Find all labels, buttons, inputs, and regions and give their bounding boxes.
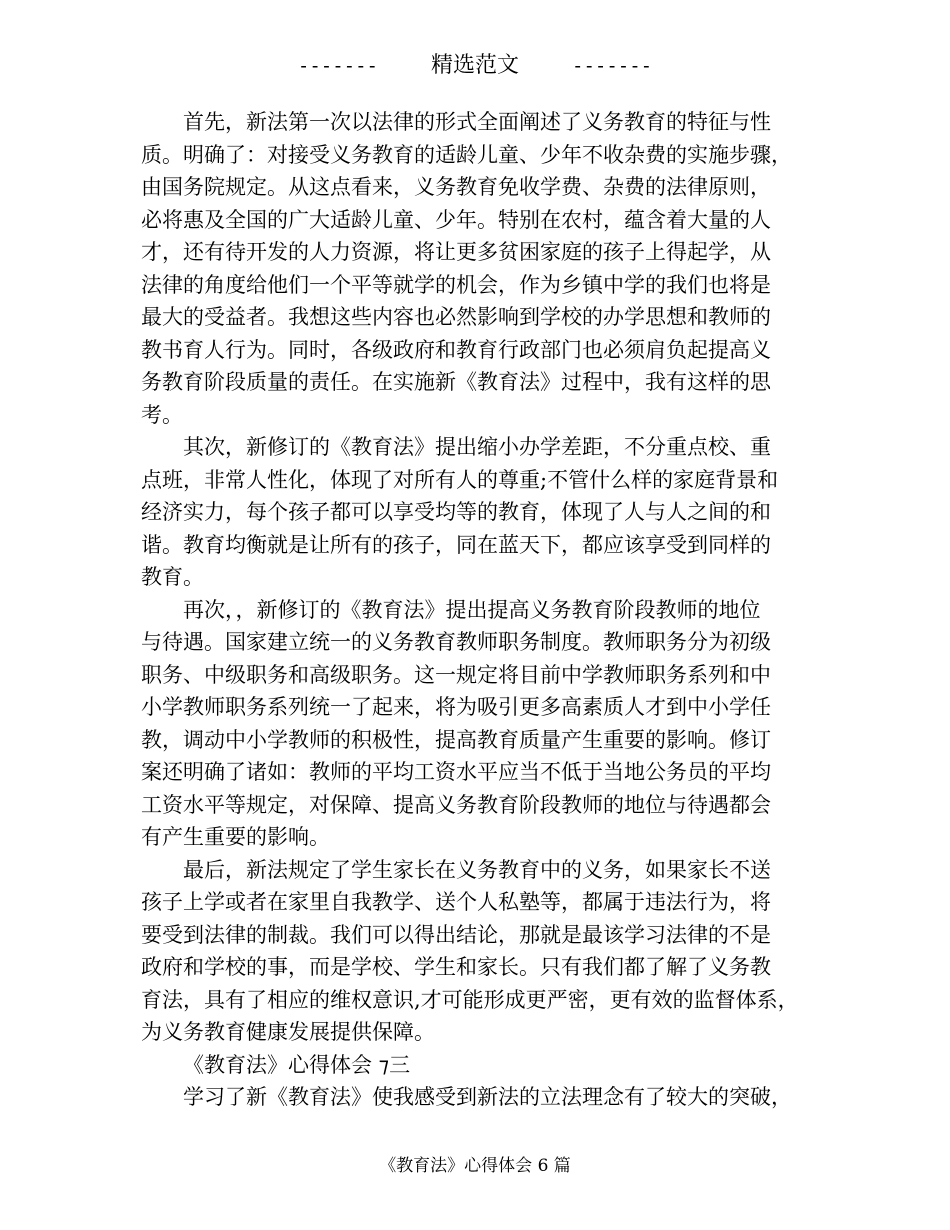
- text-line: 必将惠及全国的广大适龄儿童、少年。特别在农村，蕴含着大量的人: [141, 207, 771, 232]
- text-line: 小学教师职务系列统一了起来，将为吸引更多高素质人才到中小学任: [141, 695, 771, 719]
- text-line: 有产生重要的影响。: [141, 825, 330, 849]
- text-line: 《教育法》心得体会 ⁊三: [183, 1052, 411, 1077]
- text-line: 教育。: [141, 565, 204, 589]
- text-line: 其次，新修订的《教育法》提出缩小办学差距，不分重点校、重: [183, 435, 771, 459]
- text-line: 工资水平等规定，对保障、提高义务教育阶段教师的地位与待遇都会: [141, 792, 771, 817]
- text-line: 最后，新法规定了学生家长在义务教育中的义务，如果家长不送: [183, 857, 771, 882]
- text-line: 经济实力，每个孩子都可以享受均等的教育，体现了人与人之间的和: [141, 500, 771, 524]
- text-line: 学习了新《教育法》使我感受到新法的立法理念有了较大的突破，: [183, 1085, 792, 1109]
- text-line: 最大的受益者。我想这些内容也必然影响到学校的办学思想和教师的: [141, 305, 771, 329]
- text-line: 教书育人行为。同时，各级政府和教育行政部门也必须肩负起提高义: [141, 337, 771, 362]
- text-line: 务教育阶段质量的责任。在实施新《教育法》过程中，我有这样的思: [141, 370, 771, 394]
- text-line: 再次，，新修订的《教育法》提出提高义务教育阶段教师的地位: [183, 597, 761, 622]
- text-line: 政府和学校的事，而是学校、学生和家长。只有我们都了解了义务教: [141, 955, 771, 979]
- text-line: 与待遇。国家建立统一的义务教育教师职务制度。教师职务分为初级: [141, 630, 771, 654]
- text-line: 法律的角度给他们一个平等就学的机会，作为乡镇中学的我们也将是: [141, 272, 771, 297]
- text-line: 由国务院规定。从这点看来，义务教育免收学费、杂费的法律原则，: [141, 175, 771, 199]
- text-line: 为义务教育健康发展提供保障。: [141, 1020, 435, 1044]
- header-title: 精选范文: [430, 53, 519, 78]
- text-line: 职务、中级职务和高级职务。这一规定将目前中学教师职务系列和中: [141, 662, 771, 687]
- document-body: [141, 106, 821, 1114]
- page-footer: 《教育法》心得体会 6 篇: [379, 1156, 571, 1176]
- header-right-dashes: -------: [572, 55, 653, 77]
- text-line: 才，还有待开发的人力资源，将让更多贫困家庭的孩子上得起学，从: [141, 240, 771, 264]
- text-line: 考。: [141, 402, 183, 427]
- text-line: 案还明确了诸如：教师的平均工资水平应当不低于当地公务员的平均: [141, 760, 771, 784]
- text-line: 教，调动中小学教师的积极性，提高教育质量产生重要的影响。修订: [141, 727, 771, 752]
- header-left-dashes: -------: [297, 55, 378, 77]
- text-line: 育法，具有了相应的维权意识,才可能形成更严密，更有效的监督体系，: [141, 987, 799, 1012]
- text-line: 质。明确了：对接受义务教育的适龄儿童、少年不收杂费的实施步骤，: [141, 142, 792, 167]
- page-header: [0, 48, 950, 79]
- text-line: 要受到法律的制裁。我们可以得出结论，那就是最该学习法律的不是: [141, 922, 771, 947]
- text-line: 孩子上学或者在家里自我教学、送个人私塾等，都属于违法行为，将: [141, 890, 771, 914]
- text-line: 首先，新法第一次以法律的形式全面阐述了义务教育的特征与性: [183, 110, 771, 134]
- text-line: 谐。教育均衡就是让所有的孩子，同在蓝天下，都应该享受到同样的: [141, 532, 771, 557]
- text-line: 点班，非常人性化，体现了对所有人的尊重;不管什么样的家庭背景和: [141, 467, 779, 492]
